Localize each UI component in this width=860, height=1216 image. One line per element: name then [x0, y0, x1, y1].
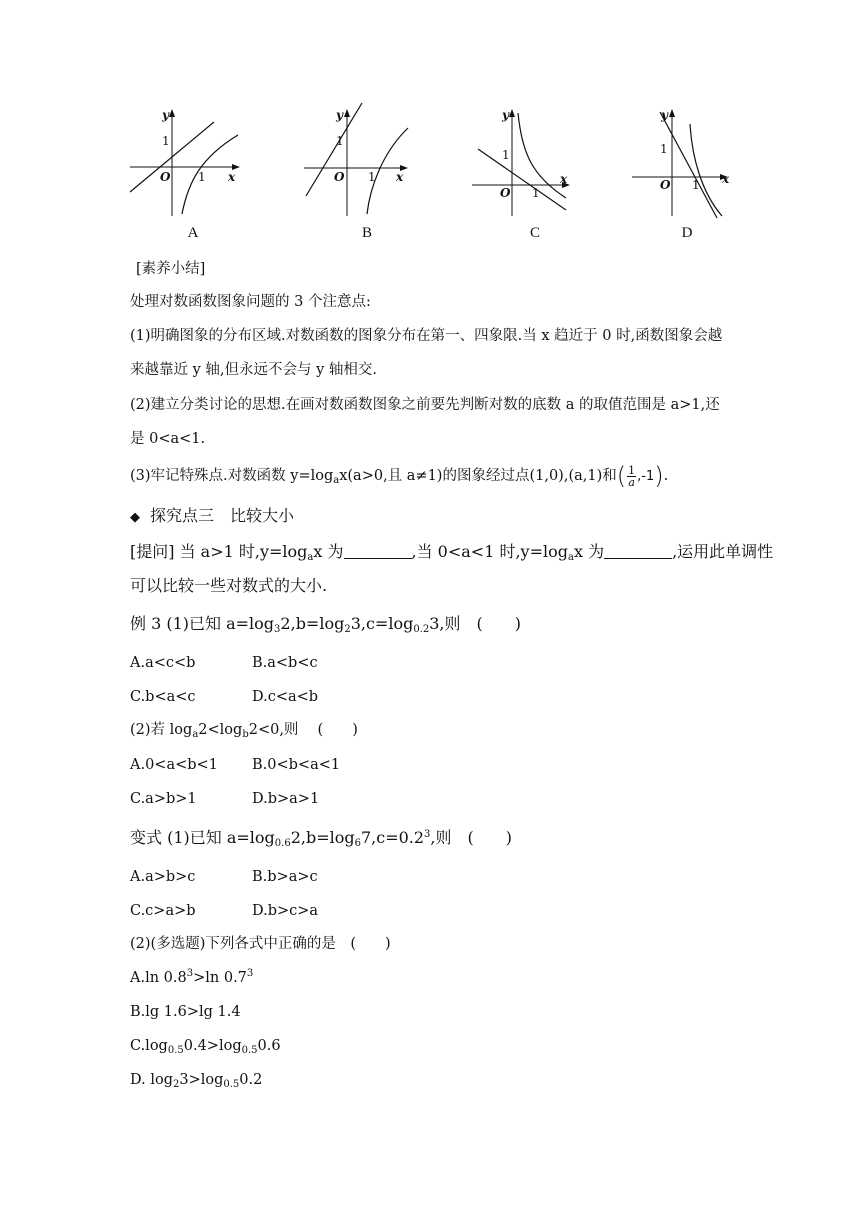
y-one-label: 1 [502, 148, 510, 162]
ex3-q2-stem [130, 720, 358, 740]
summary-point-2b: 是 0<a<1. [130, 431, 206, 447]
var-text-b: 2,b=log [290, 828, 355, 847]
ex3-option-d[interactable]: D.c<a<b [252, 689, 319, 705]
optC-text-b: 0.4>log [183, 1038, 242, 1054]
ex3q2-sub-2: b [242, 729, 249, 740]
section-heading [130, 506, 294, 528]
x-axis-label: x [228, 170, 236, 184]
var-option-a[interactable]: A.a>b>c [130, 869, 196, 885]
x-one-label: 1 [198, 170, 206, 184]
graph-a-label: A [187, 225, 199, 241]
var-option-d[interactable]: D.b>c>a [252, 903, 319, 919]
p3-text-a: (3)牢记特殊点.对数函数 y=log [130, 468, 334, 484]
optD-text-c: 0.2 [239, 1072, 263, 1088]
question-sub-b: a [568, 552, 574, 563]
optA-sup-2: 3 [246, 968, 254, 979]
ex3-text-b: 2,b=log [280, 614, 345, 633]
ex3q2-text-a: (2)若 log [130, 722, 193, 738]
p3-text-b: x(a>0,且 a≠1)的图象经过点(1,0),(a,1)和 [339, 468, 617, 484]
ex3-option-a[interactable]: A.a<c<b [130, 655, 196, 671]
var-text-c: 7,c=0.2 [360, 828, 425, 847]
question-sub-a: a [307, 552, 314, 563]
ex3-options-row-1 [130, 653, 318, 673]
optC-sub-1: 0.5 [167, 1045, 184, 1056]
var-q2-option-b[interactable]: B.lg 1.6>lg 1.4 [130, 1004, 241, 1020]
ex3q2-options-row-2 [130, 789, 319, 809]
graph-a-plot [128, 98, 258, 223]
var-sub-1: 0.6 [274, 838, 291, 849]
x-one-label: 1 [692, 178, 700, 192]
ex3q2-option-d[interactable]: D.b>a>1 [252, 791, 320, 807]
x-one-label: 1 [368, 170, 376, 184]
ex3-option-c[interactable]: C.b<a<c [130, 689, 196, 705]
ex3q2-text-b: 2<log [198, 722, 243, 738]
question-text-e: ,运用此单调性 [672, 542, 774, 561]
graph-c-plot [470, 98, 600, 223]
var-text-d: ,则 ( ) [430, 828, 512, 847]
question-text-a: [提问] 当 a>1 时,y=log [130, 542, 308, 561]
question-line-2: 可以比较一些对数式的大小. [130, 576, 328, 595]
optA-text-a: A.ln 0.8 [130, 970, 187, 986]
ex3q2-option-c[interactable]: C.a>b>1 [130, 791, 197, 807]
optC-sub-2: 0.5 [241, 1045, 258, 1056]
ex3-options-row-2 [130, 687, 318, 707]
left-paren: ( [616, 462, 627, 490]
fraction-denominator: a [628, 475, 635, 489]
ex3q2-options-row-1 [130, 755, 340, 775]
ex3-option-b[interactable]: B.a<b<c [252, 655, 318, 671]
graph-b [302, 98, 432, 246]
graph-d-plot [622, 98, 752, 223]
var-option-c[interactable]: C.c>a>b [130, 903, 196, 919]
y-axis-label: y [661, 108, 668, 122]
fraction [627, 465, 636, 488]
y-one-label: 1 [336, 134, 344, 148]
var-q2-option-d[interactable] [130, 1070, 262, 1090]
ex3-sub-2: 2 [344, 624, 351, 635]
optD-sub-1: 2 [172, 1079, 180, 1090]
summary-point-3 [130, 463, 668, 490]
y-one-label: 1 [660, 142, 668, 156]
ex3q2-option-b[interactable]: B.0<b<a<1 [252, 757, 341, 773]
section-title: 探究点三 比较大小 [150, 506, 295, 525]
ex3q2-text-c: 2<0,则 ( ) [248, 722, 358, 738]
optC-text-c: 0.6 [257, 1038, 281, 1054]
p3-tail: ,-1 [637, 469, 655, 484]
p3-sub: a [333, 475, 340, 486]
graph-d-label: D [681, 225, 693, 241]
graph-b-label: B [361, 225, 372, 241]
optC-text-a: C.log [130, 1038, 168, 1054]
optD-text-b: 3>log [179, 1072, 224, 1088]
optA-text-b: >ln 0.7 [193, 970, 247, 986]
ex3-sub-3: 0.2 [413, 624, 430, 635]
origin-label: O [500, 186, 511, 200]
diamond-icon: ◆ [130, 510, 140, 525]
optD-sub-2: 0.5 [223, 1079, 240, 1090]
var-q2-option-c[interactable] [130, 1036, 281, 1056]
question-text-b: x 为 [313, 542, 344, 561]
var-text-a: 变式 (1)已知 a=log [130, 828, 275, 847]
graph-b-plot [302, 98, 432, 223]
var-q2-stem: (2)(多选题)下列各式中正确的是 ( ) [130, 936, 391, 952]
var-option-b[interactable]: B.b>a>c [252, 869, 318, 885]
answer-blank-2[interactable] [604, 544, 672, 559]
origin-label: O [660, 178, 671, 192]
var-q2-option-a[interactable] [130, 968, 253, 988]
question-text-c: ,当 0<a<1 时,y=log [411, 542, 568, 561]
optA-sup-1: 3 [186, 968, 194, 979]
optD-text-a: D. log [130, 1072, 173, 1088]
var-options-row-2 [130, 901, 318, 921]
question-line-1 [130, 542, 773, 562]
ex3-text-c: 3,c=log [350, 614, 414, 633]
var-options-row-1 [130, 867, 318, 887]
y-axis-label: y [502, 108, 509, 122]
summary-point-1b: 来越靠近 y 轴,但永远不会与 y 轴相交. [130, 362, 378, 378]
graph-c [470, 98, 600, 246]
ex3q2-sub-1: a [192, 729, 199, 740]
summary-point-2a: (2)建立分类讨论的思想.在画对数函数图象之前要先判断对数的底数 a 的取值范围是 a>1,还 [130, 397, 720, 413]
answer-blank-1[interactable] [344, 544, 412, 559]
origin-label: O [334, 170, 345, 184]
x-axis-label: x [396, 170, 404, 184]
summary-intro: 处理对数函数图象问题的 3 个注意点: [130, 294, 371, 310]
ex3q2-option-a[interactable]: A.0<a<b<1 [130, 757, 218, 773]
y-axis-label: y [162, 108, 169, 122]
graph-d [622, 98, 752, 246]
summary-heading: [素养小结] [136, 261, 206, 277]
ex3-text-d: 3,则 ( ) [429, 614, 521, 633]
x-axis-label: x [560, 172, 568, 186]
answer-graphs [120, 98, 740, 248]
ex3-text-a: 例 3 (1)已知 a=log [130, 614, 275, 633]
var-sup: 3 [424, 829, 431, 840]
graph-a [128, 98, 258, 246]
y-axis-label: y [336, 108, 343, 122]
ex3-sub-1: 3 [274, 624, 281, 635]
y-one-label: 1 [162, 134, 170, 148]
x-one-label: 1 [532, 186, 540, 200]
example3-stem [130, 614, 521, 634]
p3-end: . [663, 468, 669, 484]
variant-stem [130, 828, 512, 848]
origin-label: O [160, 170, 171, 184]
question-text-d: x 为 [573, 542, 605, 561]
var-sub-2: 6 [354, 838, 361, 849]
x-axis-label: x [722, 172, 730, 186]
graph-c-label: C [529, 225, 540, 241]
right-paren: ) [654, 462, 664, 490]
fraction-numerator: 1 [628, 463, 636, 477]
summary-point-1a: (1)明确图象的分布区域.对数函数的图象分布在第一、四象限.当 x 趋近于 0 时,函数图象会越 [130, 328, 723, 344]
